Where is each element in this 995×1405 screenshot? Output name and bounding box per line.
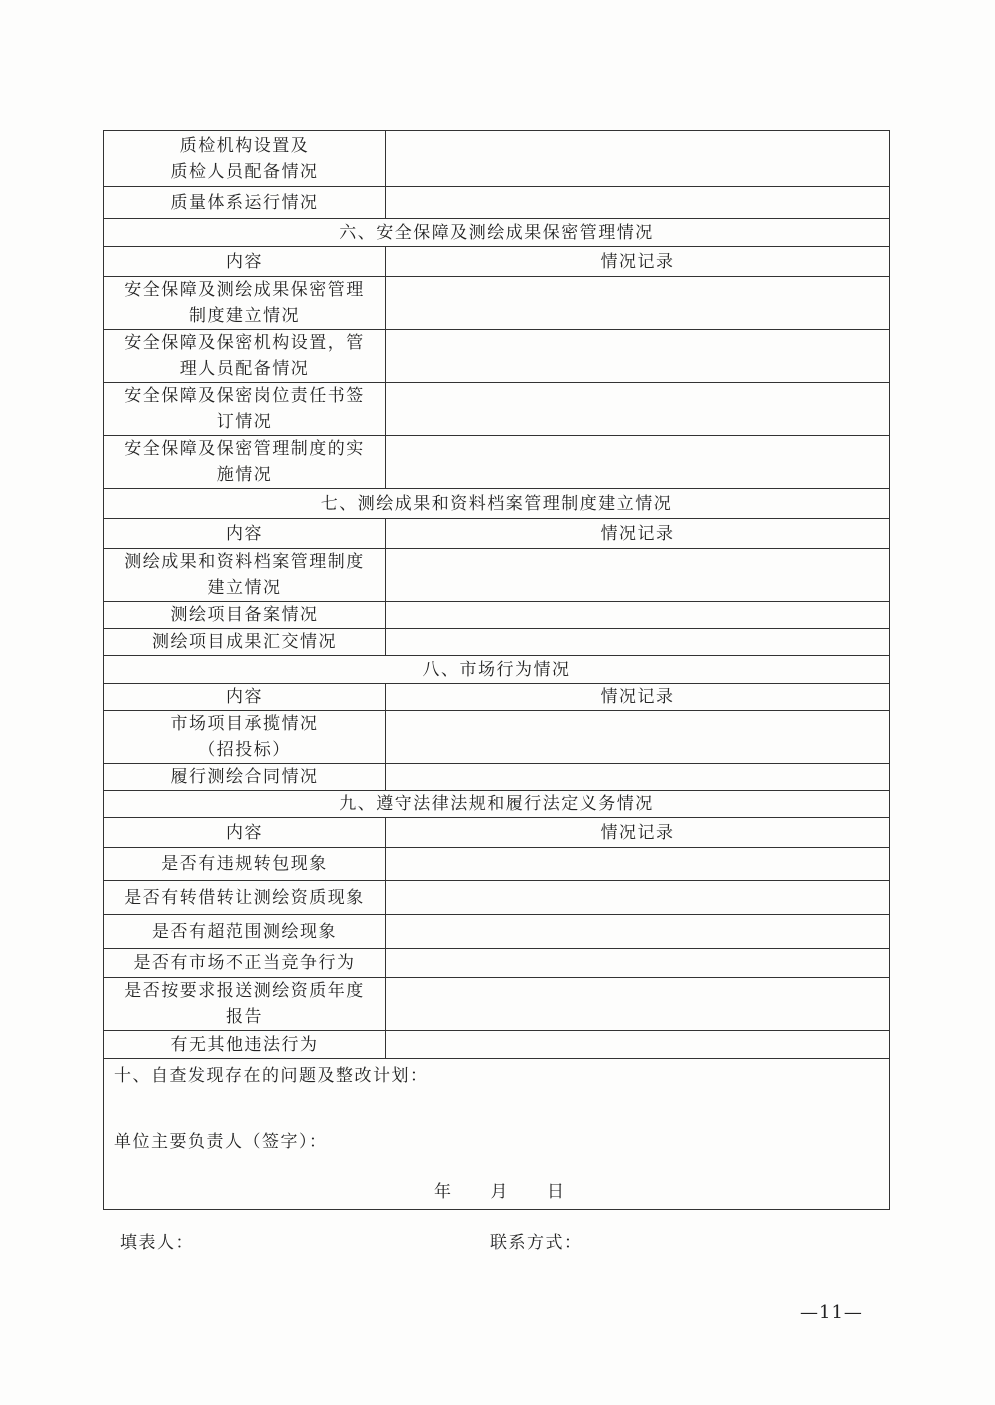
row-record-cell[interactable]	[386, 383, 890, 436]
date-day-label: 日	[547, 1182, 566, 1202]
section-8-title: 八、市场行为情况	[104, 656, 890, 684]
row-record-cell[interactable]	[386, 978, 890, 1031]
row-record-cell[interactable]	[386, 277, 890, 330]
row-label: 质检机构设置及 质检人员配备情况	[104, 131, 386, 187]
table-row	[104, 277, 890, 330]
signer-label: 单位主要负责人（签字）：	[114, 1132, 328, 1152]
row-label: 有无其他违法行为	[104, 1031, 386, 1059]
table-row	[104, 1031, 890, 1059]
row-record-cell[interactable]	[386, 848, 890, 881]
header-content: 内容	[104, 519, 386, 549]
row-label: 是否有超范围测绘现象	[104, 915, 386, 949]
row-record-cell[interactable]	[386, 629, 890, 656]
table-row	[104, 436, 890, 489]
header-content: 内容	[104, 818, 386, 848]
row-record-cell[interactable]	[386, 915, 890, 949]
row-record-cell[interactable]	[386, 1031, 890, 1059]
page-number: —11—	[800, 1302, 863, 1323]
row-label: 安全保障及保密机构设置，管 理人员配备情况	[104, 330, 386, 383]
row-label: 是否有违规转包现象	[104, 848, 386, 881]
section-title-row	[104, 489, 890, 519]
header-record: 情况记录	[386, 247, 890, 277]
table-row	[104, 978, 890, 1031]
row-record-cell[interactable]	[386, 131, 890, 187]
contact-label: 联系方式：	[490, 1233, 583, 1253]
row-record-cell[interactable]	[386, 602, 890, 629]
date-year-label: 年	[434, 1182, 453, 1202]
row-record-cell[interactable]	[386, 949, 890, 978]
row-label: 是否有转借转让测绘资质现象	[104, 881, 386, 915]
self-check-issues-cell[interactable]	[104, 1059, 890, 1210]
section-10-title: 十、自查发现存在的问题及整改计划：	[114, 1066, 429, 1086]
date-month-label: 月	[490, 1182, 509, 1202]
section-9-title: 九、遵守法律法规和履行法定义务情况	[104, 791, 890, 818]
row-record-cell[interactable]	[386, 881, 890, 915]
section-title-row	[104, 219, 890, 247]
row-label: 是否按要求报送测绘资质年度 报告	[104, 978, 386, 1031]
row-record-cell[interactable]	[386, 330, 890, 383]
row-record-cell[interactable]	[386, 711, 890, 764]
row-label: 安全保障及保密管理制度的实 施情况	[104, 436, 386, 489]
section-title-row	[104, 791, 890, 818]
row-record-cell[interactable]	[386, 764, 890, 791]
table-row	[104, 131, 890, 187]
header-record: 情况记录	[386, 684, 890, 711]
row-record-cell[interactable]	[386, 436, 890, 489]
section-7-title: 七、测绘成果和资料档案管理制度建立情况	[104, 489, 890, 519]
header-content: 内容	[104, 247, 386, 277]
row-label: 是否有市场不正当竞争行为	[104, 949, 386, 978]
self-inspection-form-table	[103, 130, 890, 1210]
row-label: 测绘成果和资料档案管理制度 建立情况	[104, 549, 386, 602]
table-row	[104, 848, 890, 881]
table-row	[104, 629, 890, 656]
row-record-cell[interactable]	[386, 549, 890, 602]
table-row	[104, 330, 890, 383]
section-10-row	[104, 1059, 890, 1210]
row-label: 履行测绘合同情况	[104, 764, 386, 791]
row-label: 质量体系运行情况	[104, 187, 386, 219]
table-row	[104, 602, 890, 629]
section-title-row	[104, 656, 890, 684]
table-row	[104, 383, 890, 436]
row-label: 测绘项目备案情况	[104, 602, 386, 629]
header-content: 内容	[104, 684, 386, 711]
header-row	[104, 818, 890, 848]
header-record: 情况记录	[386, 519, 890, 549]
header-record: 情况记录	[386, 818, 890, 848]
row-record-cell[interactable]	[386, 187, 890, 219]
header-row	[104, 519, 890, 549]
header-row	[104, 247, 890, 277]
table-row	[104, 549, 890, 602]
table-row	[104, 711, 890, 764]
date-line	[434, 1179, 604, 1205]
header-row	[104, 684, 890, 711]
row-label: 市场项目承揽情况 （招投标）	[104, 711, 386, 764]
table-row	[104, 764, 890, 791]
table-row	[104, 949, 890, 978]
filler-label: 填表人：	[120, 1233, 194, 1253]
table-row	[104, 881, 890, 915]
row-label: 安全保障及测绘成果保密管理 制度建立情况	[104, 277, 386, 330]
row-label: 安全保障及保密岗位责任书签 订情况	[104, 383, 386, 436]
section-6-title: 六、安全保障及测绘成果保密管理情况	[104, 219, 890, 247]
table-row	[104, 915, 890, 949]
table-row	[104, 187, 890, 219]
row-label: 测绘项目成果汇交情况	[104, 629, 386, 656]
